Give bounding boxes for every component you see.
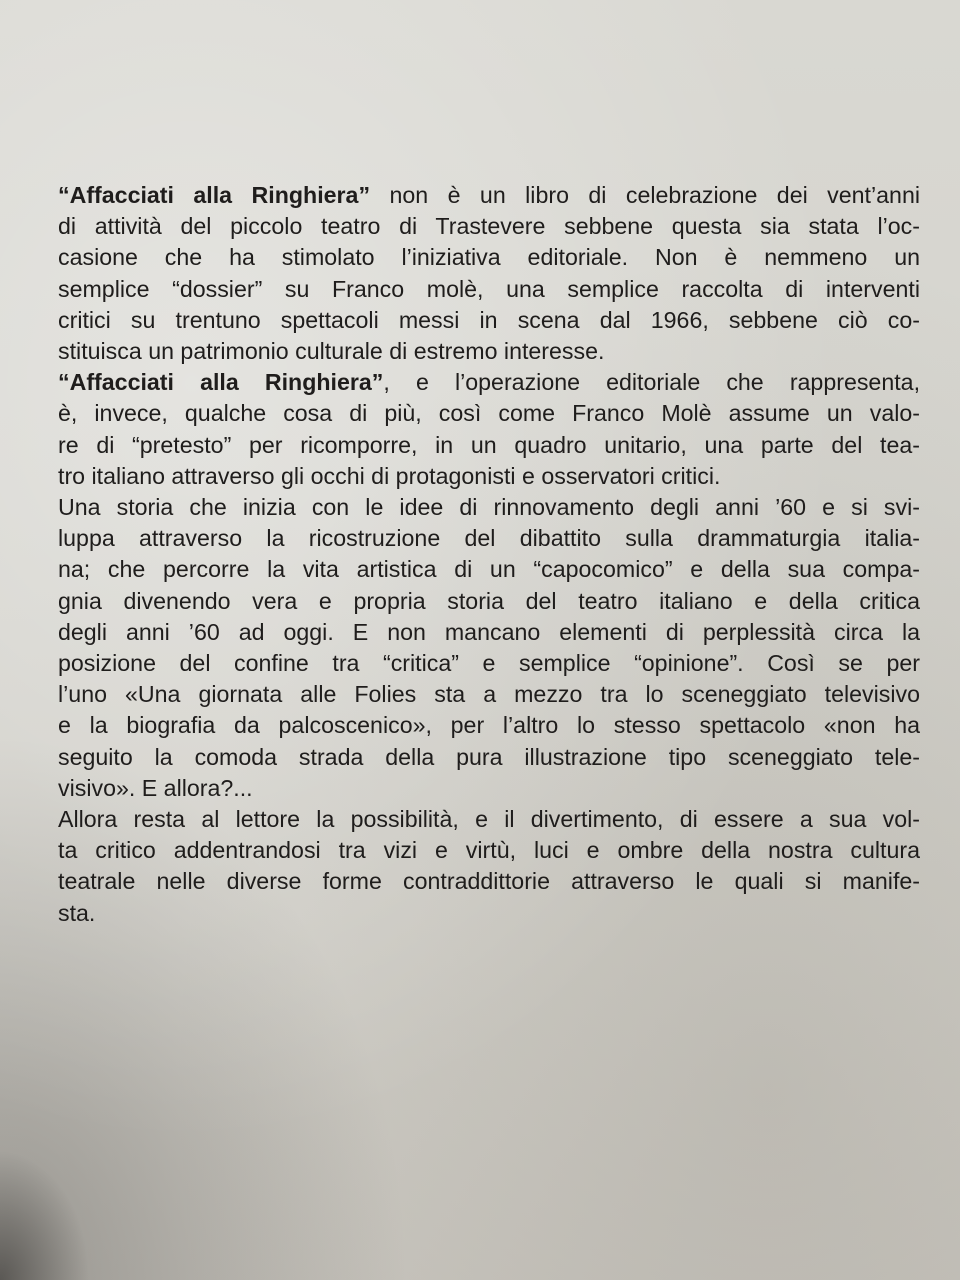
line-text: na; che percorre la vita artistica di un “capocomico” e della sua compa- [58,556,920,583]
cover-blurb-text [58,180,920,929]
text-line [58,710,920,741]
text-line [58,648,920,679]
text-line [58,242,920,273]
line-text: posizione del confine tra “critica” e semplice “opinione”. Così se per [58,650,920,677]
line-text: Una storia che inizia con le idee di rinnovamento degli anni ’60 e si svi- [58,494,920,521]
line-text: luppa attraverso la ricostruzione del dibattito sulla drammaturgia italia- [58,525,920,552]
book-title-bold: “Affacciati alla Ringhiera” [58,369,384,396]
text-line [58,679,920,710]
book-title-bold: “Affacciati alla Ringhiera” [58,182,371,208]
line-text: , e l’operazione editoriale che rappresenta, [383,369,920,396]
text-line [58,274,920,305]
line-text: visivo». E allora?... [58,774,253,801]
line-text: degli anni ’60 ad oggi. E non mancano elementi di perplessità circa la [58,618,920,645]
line-text: teatrale nelle diverse forme contraddittorie attraverso le quali si manife- [58,868,920,895]
line-text: non è un libro di celebrazione dei vent’anni [370,182,920,208]
text-line [58,461,920,492]
text-line [58,835,920,866]
text-line [58,367,920,398]
text-line [58,804,920,835]
line-text: stituisca un patrimonio culturale di estremo interesse. [58,338,605,365]
line-text: l’uno «Una giornata alle Folies sta a mezzo tra lo sceneggiato televisivo [58,681,920,708]
text-line [58,617,920,648]
text-line [58,492,920,523]
text-line [58,554,920,585]
text-line [58,898,920,929]
text-line [58,398,920,429]
text-line [58,742,920,773]
text-line [58,430,920,461]
line-text: è, invece, qualche cosa di più, così come Franco Molè assume un valo- [58,400,920,427]
text-line [58,773,920,804]
text-line [58,866,920,897]
line-text: gnia divenendo vera e propria storia del teatro italiano e della critica [58,587,920,614]
line-text: Allora resta al lettore la possibilità, e il divertimento, di essere a sua vol- [58,806,920,833]
text-line [58,586,920,617]
text-line [58,211,920,242]
line-text: e la biografia da palcoscenico», per l’altro lo stesso spettacolo «non ha [58,712,920,739]
line-text: seguito la comoda strada della pura illustrazione tipo sceneggiato tele- [58,743,920,770]
line-text: ta critico addentrandosi tra vizi e virtù, luci e ombre della nostra cultura [58,837,920,864]
line-text: tro italiano attraverso gli occhi di protagonisti e osservatori critici. [58,462,721,489]
line-text: critici su trentuno spettacoli messi in scena dal 1966, sebbene ciò co- [58,306,920,333]
line-text: di attività del piccolo teatro di Trastevere sebbene questa sia stata l’oc- [58,213,920,240]
line-text: sta. [58,899,96,926]
text-line [58,180,920,211]
text-line [58,523,920,554]
line-text: semplice “dossier” su Franco molè, una semplice raccolta di interventi [58,275,920,302]
line-text: casione che ha stimolato l’iniziativa editoriale. Non è nemmeno un [58,244,920,271]
text-line [58,336,920,367]
line-text: re di “pretesto” per ricomporre, in un quadro unitario, una parte del tea- [58,431,920,458]
photo-shadow [0,1150,90,1280]
blurb-paragraph [58,180,920,929]
text-line [58,305,920,336]
